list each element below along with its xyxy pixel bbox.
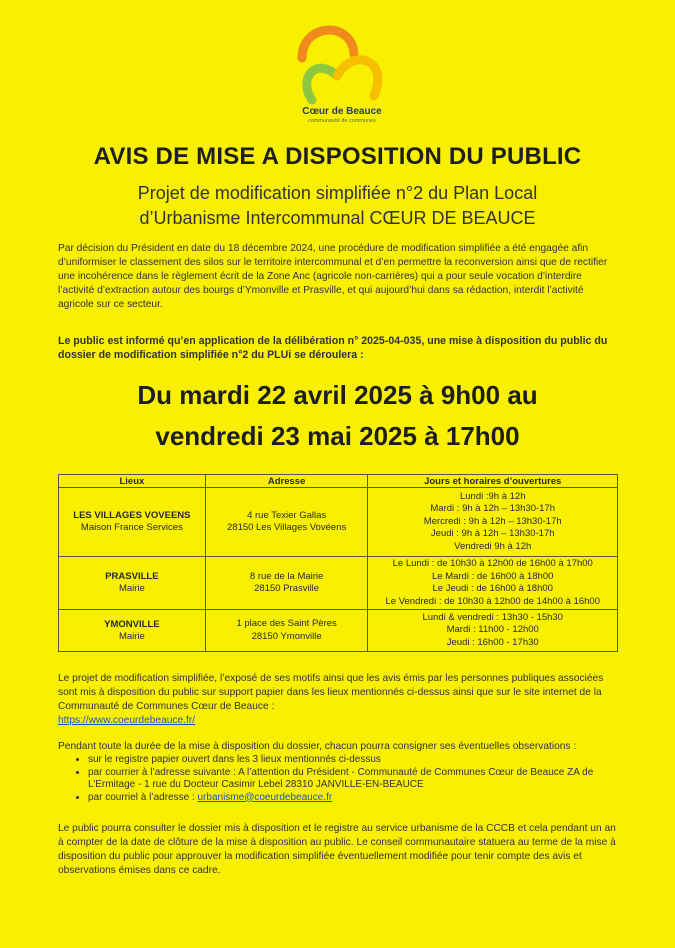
hours-cell	[368, 488, 618, 557]
hours-line: Lundi :9h à 12h	[459, 490, 526, 502]
hours-line: Jeudi : 16h00 - 17h30	[446, 636, 539, 648]
subtitle-line-1: Projet de modification simplifiée n°2 du Plan Local	[137, 183, 538, 203]
table-row	[59, 557, 618, 610]
availability-paragraph	[58, 672, 618, 728]
list-item	[88, 792, 618, 805]
table-row	[59, 610, 618, 652]
header-horaires: Jours et horaires d’ouvertures	[368, 475, 618, 488]
hours-line: Mardi : 9h à 12h – 13h30-17h	[430, 503, 556, 515]
place-subtitle: Mairie	[118, 583, 145, 595]
logo-name: Cœur de Beauce	[302, 106, 382, 117]
address-line: 4 rue Texier Gallas	[247, 509, 327, 521]
header-lieux: Lieux	[59, 475, 206, 488]
address-line: 28150 Ymonville	[251, 630, 322, 642]
hours-line: Vendredi 9h à 12h	[454, 540, 532, 552]
header-adresse: Adresse	[205, 475, 368, 488]
consultation-paragraph: Le public pourra consulter le dossier mis à disposition et le registre au service urbanisme de la CCCB et cela pendant un an à compter de la date de clôture de la mise à disposition au public. Le conseil communautaire statuera au terme de la mise à disposition du public pour approuver la modification simplifiée éventuellement modifiée pour tenir compte des avis et observations émises dans ce cadre.	[58, 823, 616, 876]
observations-paragraph: Pendant toute la durée de la mise à disposition du dossier, chacun pourra consigner ses éventuelles observations :	[58, 741, 577, 752]
place-subtitle: Maison France Services	[80, 522, 183, 534]
list-item: • sur le registre papier ouvert dans les 3 lieux mentionnés ci-dessus	[88, 754, 618, 767]
address-cell	[205, 557, 368, 610]
address-cell	[205, 488, 368, 557]
place-name: PRASVILLE	[105, 571, 159, 583]
page-title: AVIS DE MISE A DISPOSITION DU PUBLIC	[93, 143, 582, 170]
hours-line: Le Lundi : de 10h30 à 12h00 de 16h00 à 17h00	[392, 558, 593, 569]
hours-line: Mercredi : 9h à 12h – 13h30-17h	[423, 515, 562, 527]
hours-line: Lundi & vendredi : 13h30 - 15h30	[422, 611, 563, 623]
logo-tagline: communauté de communes	[308, 118, 376, 124]
hours-line: Le Jeudi : de 16h00 à 18h00	[432, 583, 553, 594]
address-line: 28150 Prasville	[254, 583, 320, 594]
availability-text: Le projet de modification simplifiée, l’exposé de ses motifs ainsi que les avis émis par les personnes publiques associées sont mis à disposition du public sur support papier dans les lieux mentionnés ci-dessus ainsi que sur le site internet de la Communauté de Communes Cœur de Beauce :	[58, 673, 604, 712]
intro-paragraph: Par décision du Président en date du 18 décembre 2024, une procédure de modification simplifiée a été engagée afin d’uniformiser le classement des silos sur le territoire intercommunal et d’en permettre la reconversion ainsi que de rectifier une incohérence dans le règlement écrit de la Zone Anc (agricole non-carrières) qui a pour seule vocation d’interdire l’activité d’extraction autour des bourgs d’Ymonville et Prasville, et qui aujourd’hui dans sa rédaction, interdit l’activité agricole sur ce secteur.	[58, 243, 608, 310]
hours-line: Jeudi : 9h à 12h – 13h30-17h	[430, 528, 555, 540]
address-cell	[205, 610, 368, 652]
logo-orange-arc	[302, 30, 354, 58]
address-line: 28150 Les Villages Vovéens	[227, 522, 347, 533]
table-row	[59, 488, 618, 557]
email-link[interactable]: urbanisme@coeurdebeauce.fr	[197, 791, 333, 803]
date-line-2: vendredi 23 mai 2025 à 17h00	[155, 421, 520, 451]
subtitle-line-2: d’Urbanisme Intercommunal CŒUR DE BEAUCE	[139, 208, 536, 228]
address-line: 1 place des Saint Pères	[236, 618, 337, 629]
address-line: 8 rue de la Mairie	[249, 570, 324, 582]
observations-list	[58, 754, 618, 804]
place-cell	[59, 557, 206, 610]
place-name: LES VILLAGES VOVEENS	[73, 510, 191, 522]
email-prefix: par courriel à l’adresse :	[88, 791, 198, 803]
place-cell	[59, 488, 206, 557]
logo-yellow-arc	[337, 60, 378, 96]
list-item: • par courrier à l’adresse suivante : A l’attention du Président - Communauté de Communes Cœur de Beauce ZA de L’Ermitage - 1 rue du Docteur Casimir Lebel 28310 JANVILLE-EN-BEAUCE	[88, 767, 618, 792]
hours-cell	[368, 557, 618, 610]
date-line-1: Du mardi 22 avril 2025 à 9h00 au	[137, 380, 538, 410]
hours-line: Le Mardi : de 16h00 à 18h00	[431, 570, 554, 582]
website-link[interactable]: https://www.coeurdebeauce.fr/	[58, 715, 196, 726]
hours-line: Le Vendredi : de 10h30 à 12h00 de 14h00 à 16h00	[385, 595, 600, 607]
schedule-table	[58, 474, 618, 652]
table-header-row	[59, 475, 618, 488]
place-name: YMONVILLE	[104, 618, 160, 630]
hours-line: Mardi : 11h00 - 12h00	[446, 624, 539, 636]
notice-paragraph: Le public est informé qu’en application de la délibération n° 2025-04-035, une mise à disposition du public du dossier de modification simplifiée n°2 du PLUi se déroulera :	[58, 335, 608, 361]
place-cell	[59, 610, 206, 652]
hours-cell	[368, 610, 618, 652]
logo-green-arc	[307, 68, 337, 100]
place-subtitle: Mairie	[118, 630, 145, 642]
